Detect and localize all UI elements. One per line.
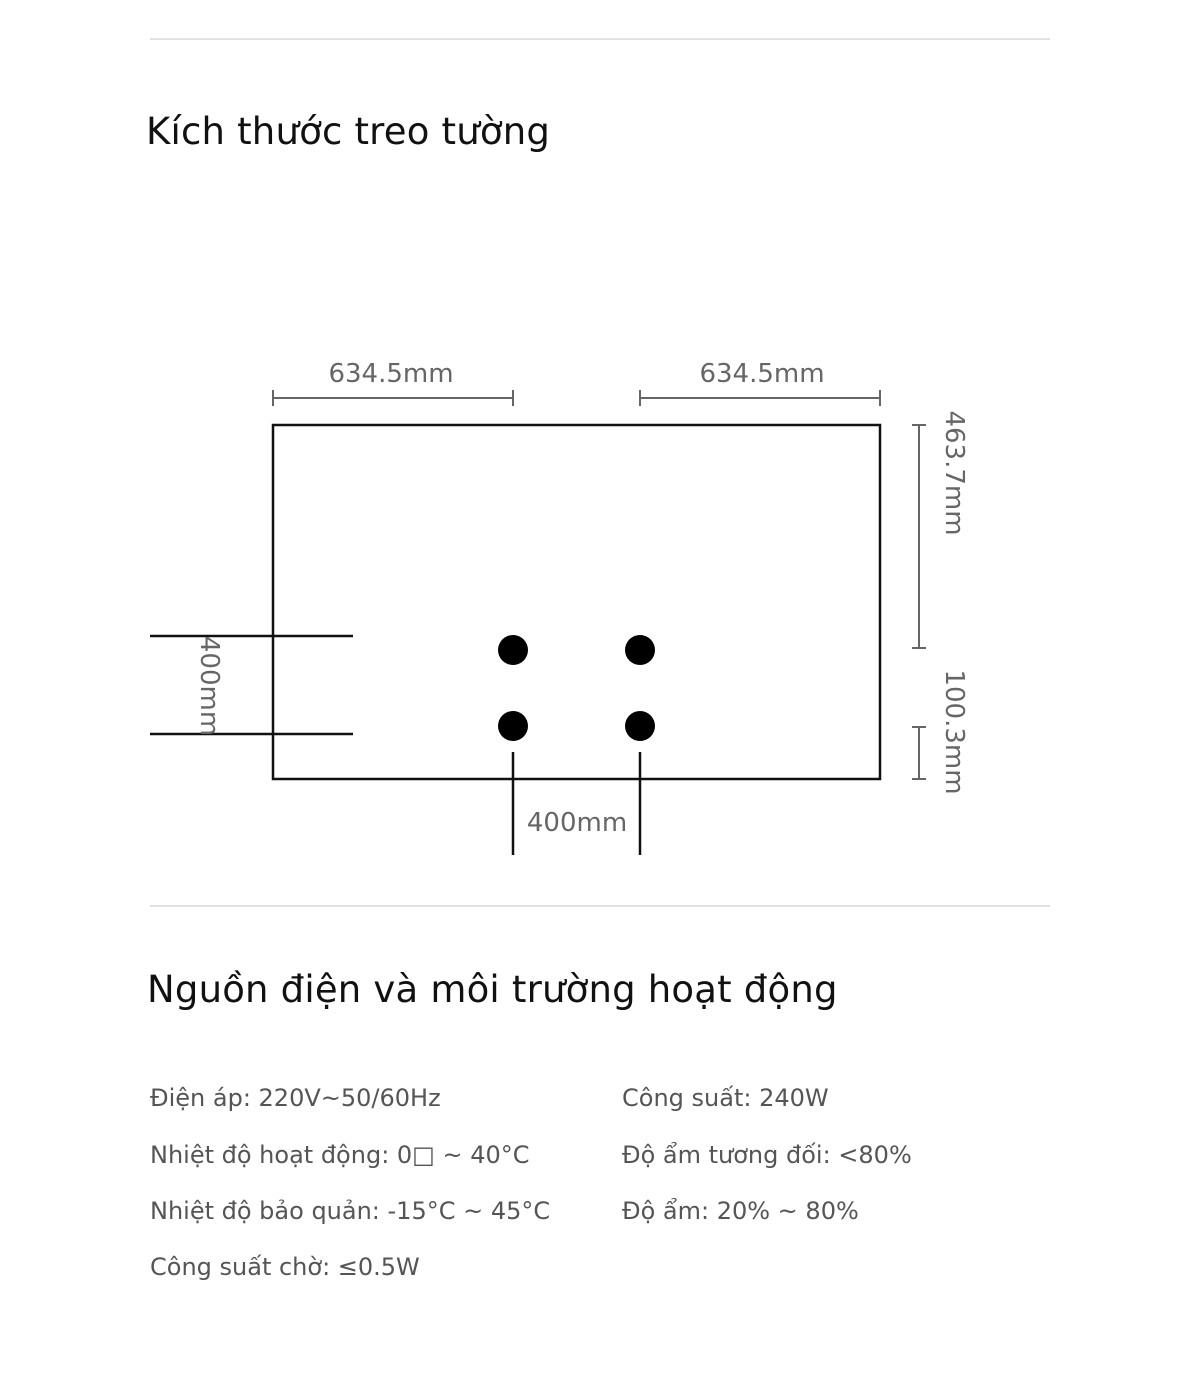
hole-spacing-horizontal-label: 400mm <box>526 808 628 838</box>
height-bottom-label: 100.3mm <box>939 669 969 795</box>
hole-spacing-vertical-label: 400mm <box>194 635 224 737</box>
spec-power: Công suất: 240W <box>622 1084 829 1112</box>
wall-mount-title: Kích thước treo tường <box>146 110 551 153</box>
mount-hole-bottom-right <box>625 711 655 741</box>
wall-mount-diagram <box>0 330 1200 870</box>
middle-divider <box>150 905 1050 907</box>
mount-hole-top-right <box>625 635 655 665</box>
spec-standby-power: Công suất chờ: ≤0.5W <box>150 1253 420 1281</box>
dimension-hole-spacing-horizontal <box>513 752 640 855</box>
dimension-hole-spacing-vertical <box>150 635 353 737</box>
height-top-label: 463.7mm <box>939 410 969 536</box>
tv-outline <box>273 425 880 779</box>
mount-hole-top-left <box>498 635 528 665</box>
top-divider <box>150 38 1050 40</box>
width-right-label: 634.5mm <box>699 359 825 389</box>
spec-storage-temperature: Nhiệt độ bảo quản: -15°C ~ 45°C <box>150 1197 551 1225</box>
spec-relative-humidity: Độ ẩm tương đối: <80% <box>622 1141 912 1169</box>
spec-humidity: Độ ẩm: 20% ~ 80% <box>622 1197 859 1225</box>
dimension-width-right <box>640 390 880 406</box>
mount-hole-bottom-left <box>498 711 528 741</box>
dimension-width-left <box>273 390 513 406</box>
spec-voltage: Điện áp: 220V~50/60Hz <box>150 1084 441 1112</box>
width-left-label: 634.5mm <box>328 359 454 389</box>
power-environment-title: Nguồn điện và môi trường hoạt động <box>147 968 838 1011</box>
dimension-height-top <box>912 425 926 648</box>
spec-operating-temperature: Nhiệt độ hoạt động: 0□ ~ 40°C <box>150 1141 530 1169</box>
dimension-height-bottom <box>912 727 926 779</box>
